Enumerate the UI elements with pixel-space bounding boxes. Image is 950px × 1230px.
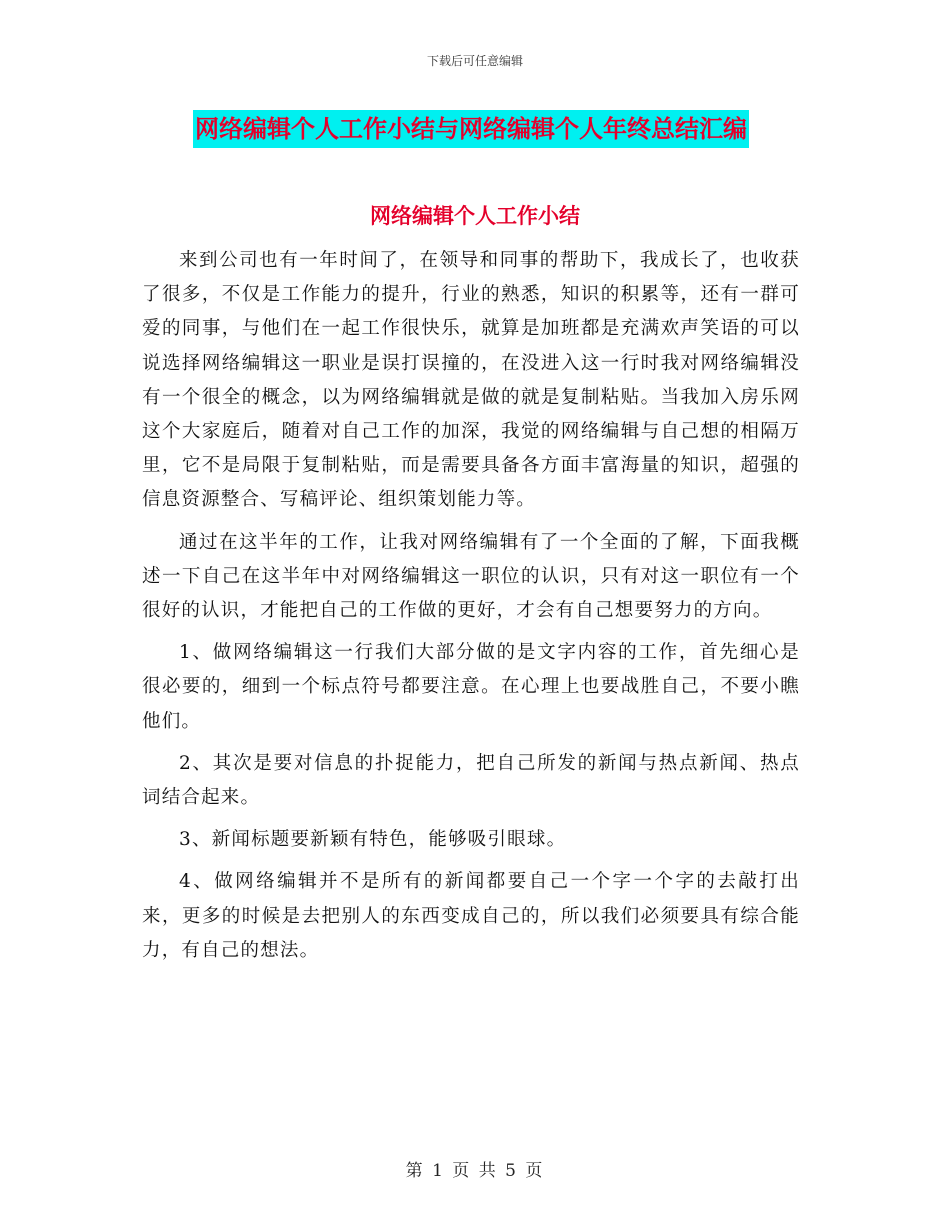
document-title: 网络编辑个人工作小结与网络编辑个人年终总结汇编 [193,110,749,148]
document-body [142,244,800,976]
paragraph: 通过在这半年的工作，让我对网络编辑有了一个全面的了解，下面我概述一下自己在这半年中对网络编辑这一职位的认识，只有对这一职位有一个很好的认识，才能把自己的工作做的更好，才会有自己想要努力的方向。 [142,531,800,622]
header-note: 下载后可任意编辑 [426,54,523,68]
list-item: 2、其次是要对信息的扑捉能力，把自己所发的新闻与热点新闻、热点词结合起来。 [142,752,800,809]
page-number-footer: 第 1 页 共 5 页 [405,1161,545,1181]
list-item: 1、做网络编辑这一行我们大部分做的是文字内容的工作，首先细心是很必要的，细到一个标点符号都要注意。在心理上也要战胜自己，不要小瞧他们。 [142,642,800,732]
list-item: 4、做网络编辑并不是所有的新闻都要自己一个字一个字的去敲打出来，更多的时候是去把别人的东西变成自己的，所以我们必须要具有综合能力，有自己的想法。 [142,871,800,961]
section-title: 网络编辑个人工作小结 [370,204,580,228]
list-item: 3、新闻标题要新颖有特色，能够吸引眼球。 [179,829,567,851]
paragraph: 来到公司也有一年时间了，在领导和同事的帮助下，我成长了，也收获了很多，不仅是工作能力的提升，行业的熟悉，知识的积累等，还有一群可爱的同事，与他们在一起工作很快乐，就算是加班都是充满欢声笑语的可以说选择网络编辑这一职业是误打误撞的，在没进入这一行时我对网络编辑没有一个很全的概念，以为网络编辑就是做的就是复制粘贴。当我加入房乐网这个大家庭后，随着对自己工作的加深，我觉的网络编辑与自己想的相隔万里，它不是局限于复制粘贴，而是需要具备各方面丰富海量的知识，超强的信息资源整合、写稿评论、组织策划能力等。 [142,250,800,511]
